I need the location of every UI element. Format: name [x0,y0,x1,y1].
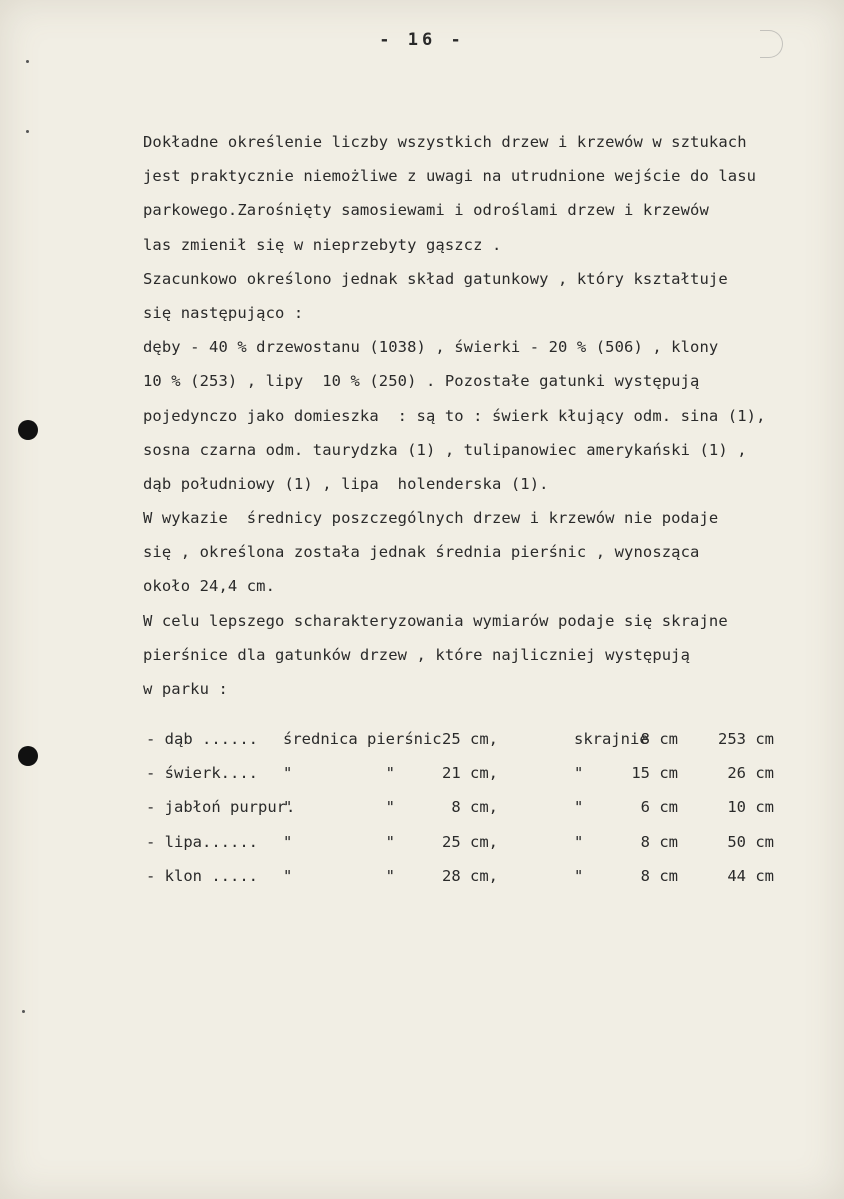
text-line: dęby - 40 % drzewostanu (1038) , świerki - 20 % (506) , klony [143,338,719,357]
species-cell: - świerk.... [146,764,258,783]
scan-speck [26,130,29,133]
extreme-label-cell: " [574,764,584,783]
extreme-label-cell: " [574,832,584,851]
text-line: się następująco : [143,303,304,322]
text-line: Szacunkowo określono jednak skład gatunkowy , który kształtuje [143,269,728,288]
min-diameter-cell: 15 cm [631,764,678,783]
scan-speck [22,1010,25,1013]
table-row [146,867,806,901]
min-diameter-cell: 8 cm [640,866,678,885]
min-diameter-cell: 8 cm [640,832,678,851]
species-cell: - jabłoń purpur. [146,798,296,817]
diameter-cell: 8 cm, [451,798,498,817]
table-row [146,833,806,867]
description-cell: " " [283,832,395,851]
diameter-cell: 21 cm, [442,764,498,783]
description-cell: średnica pierśnic [283,730,442,748]
table-row [146,730,806,764]
max-diameter-cell: 253 cm [718,730,774,748]
description-cell: " " [283,866,395,885]
table-row [146,764,806,798]
text-line: parkowego.Zarośnięty samosiewami i odroślami drzew i krzewów [143,201,709,220]
text-line: w parku : [143,680,228,698]
text-line: las zmienił się w nieprzebyty gąszcz . [143,235,502,254]
text-line: się , określona została jednak średnia pierśnic , wynosząca [143,543,700,562]
species-cell: - lipa...... [146,832,258,851]
description-cell: " " [283,798,395,817]
description-cell: " " [283,764,395,783]
min-diameter-cell: 6 cm [640,798,678,817]
max-diameter-cell: 10 cm [727,798,774,817]
extreme-label-cell: skrajnie [574,730,649,748]
text-line: pojedynczo jako domieszka : są to : świerk kłujący odm. sina (1), [143,406,766,425]
max-diameter-cell: 50 cm [727,832,774,851]
scan-speck [26,60,29,63]
text-line: około 24,4 cm. [143,577,276,596]
species-cell: - dąb ...... [146,730,258,748]
body-paragraph [143,132,833,713]
text-line: jest praktycznie niemożliwe z uwagi na utrudnione wejście do lasu [143,167,757,186]
text-line: sosna czarna odm. taurydzka (1) , tulipanowiec amerykański (1) , [143,440,747,459]
text-line: 10 % (253) , lipy 10 % (250) . Pozostałe gatunki występują [143,372,700,391]
extreme-label-cell: " [574,798,584,817]
diameter-cell: 28 cm, [442,866,498,885]
text-line: pierśnice dla gatunków drzew , które najliczniej występują [143,645,691,664]
dimension-table [146,730,806,901]
diameter-cell: 25 cm, [442,730,498,748]
punch-hole [18,420,38,440]
text-line: dąb południowy (1) , lipa holenderska (1). [143,474,549,493]
max-diameter-cell: 44 cm [727,866,774,885]
diameter-cell: 25 cm, [442,832,498,851]
punch-hole [18,746,38,766]
text-line: W celu lepszego scharakteryzowania wymiarów podaje się skrajne [143,611,728,630]
min-diameter-cell: 8 cm [640,730,678,748]
text-line: Dokładne określenie liczby wszystkich drzew i krzewów w sztukach [143,133,747,151]
table-row [146,798,806,832]
max-diameter-cell: 26 cm [727,764,774,783]
text-line: W wykazie średnicy poszczególnych drzew i krzewów nie podaje [143,509,719,528]
species-cell: - klon ..... [146,866,258,885]
extreme-label-cell: " [574,866,584,885]
page-number: - 16 - [379,30,465,50]
